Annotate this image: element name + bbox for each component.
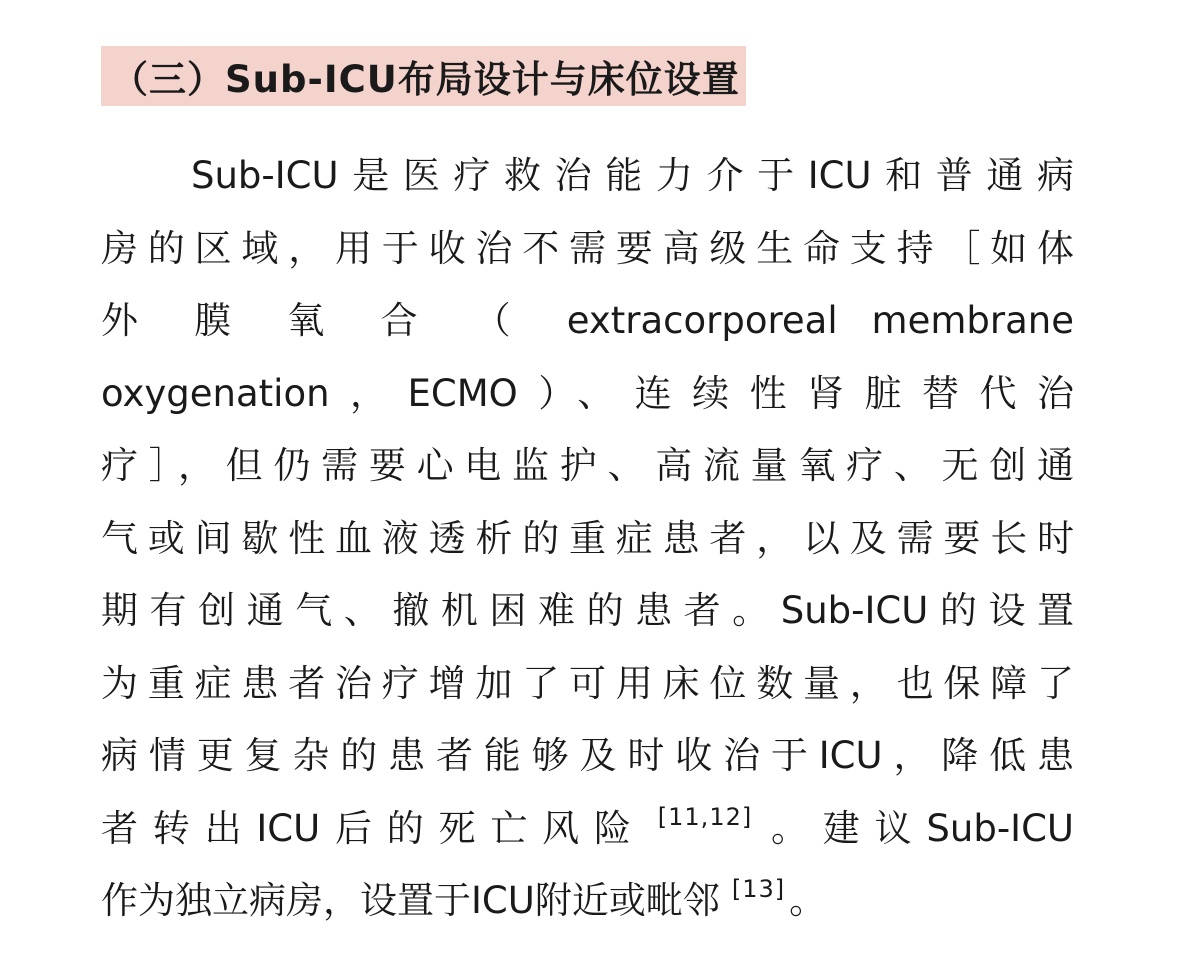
paragraph-line-cited <box>101 865 1074 938</box>
paragraph-line: oxygenation，ECMO）、连续性肾脏替代治 <box>101 371 1074 415</box>
section-heading-highlight <box>101 46 746 106</box>
line-text: 。 <box>789 879 827 922</box>
paragraph-line: 病情更复杂的患者能够及时收治于ICU，降低患 <box>101 734 1074 777</box>
paragraph-line: Sub-ICU是医疗救治能力介于ICU和普通病 <box>191 154 1074 197</box>
section-heading: （三）Sub-ICU布局设计与床位设置 <box>111 58 740 101</box>
paragraph-line: 疗］，但仍需要心电监护、高流量氧疗、无创通 <box>101 444 1074 487</box>
paragraph-line: 气或间歇性血液透析的重症患者，以及需要长时 <box>101 516 1074 560</box>
line-text: 。建议Sub-ICU <box>756 806 1074 850</box>
body-paragraph <box>101 140 1074 938</box>
paragraph-line: 期有创通气、撤机困难的患者。Sub-ICU的设置 <box>101 589 1074 632</box>
paragraph-line-cited <box>101 793 1074 866</box>
citation-ref: [11,12] <box>657 802 753 831</box>
line-text: 者转出ICU后的死亡风险 <box>101 806 646 850</box>
citation-ref: [13] <box>731 875 786 903</box>
line-text: 作为独立病房，设置于ICU附近或毗邻 <box>101 879 720 922</box>
paragraph-line: 房的区域，用于收治不需要高级生命支持［如体 <box>101 226 1074 270</box>
paragraph-line: 为重症患者治疗增加了可用床位数量，也保障了 <box>101 661 1074 705</box>
paragraph-line: 外 膜 氧 合 （ extracorporeal membrane <box>101 299 1074 342</box>
